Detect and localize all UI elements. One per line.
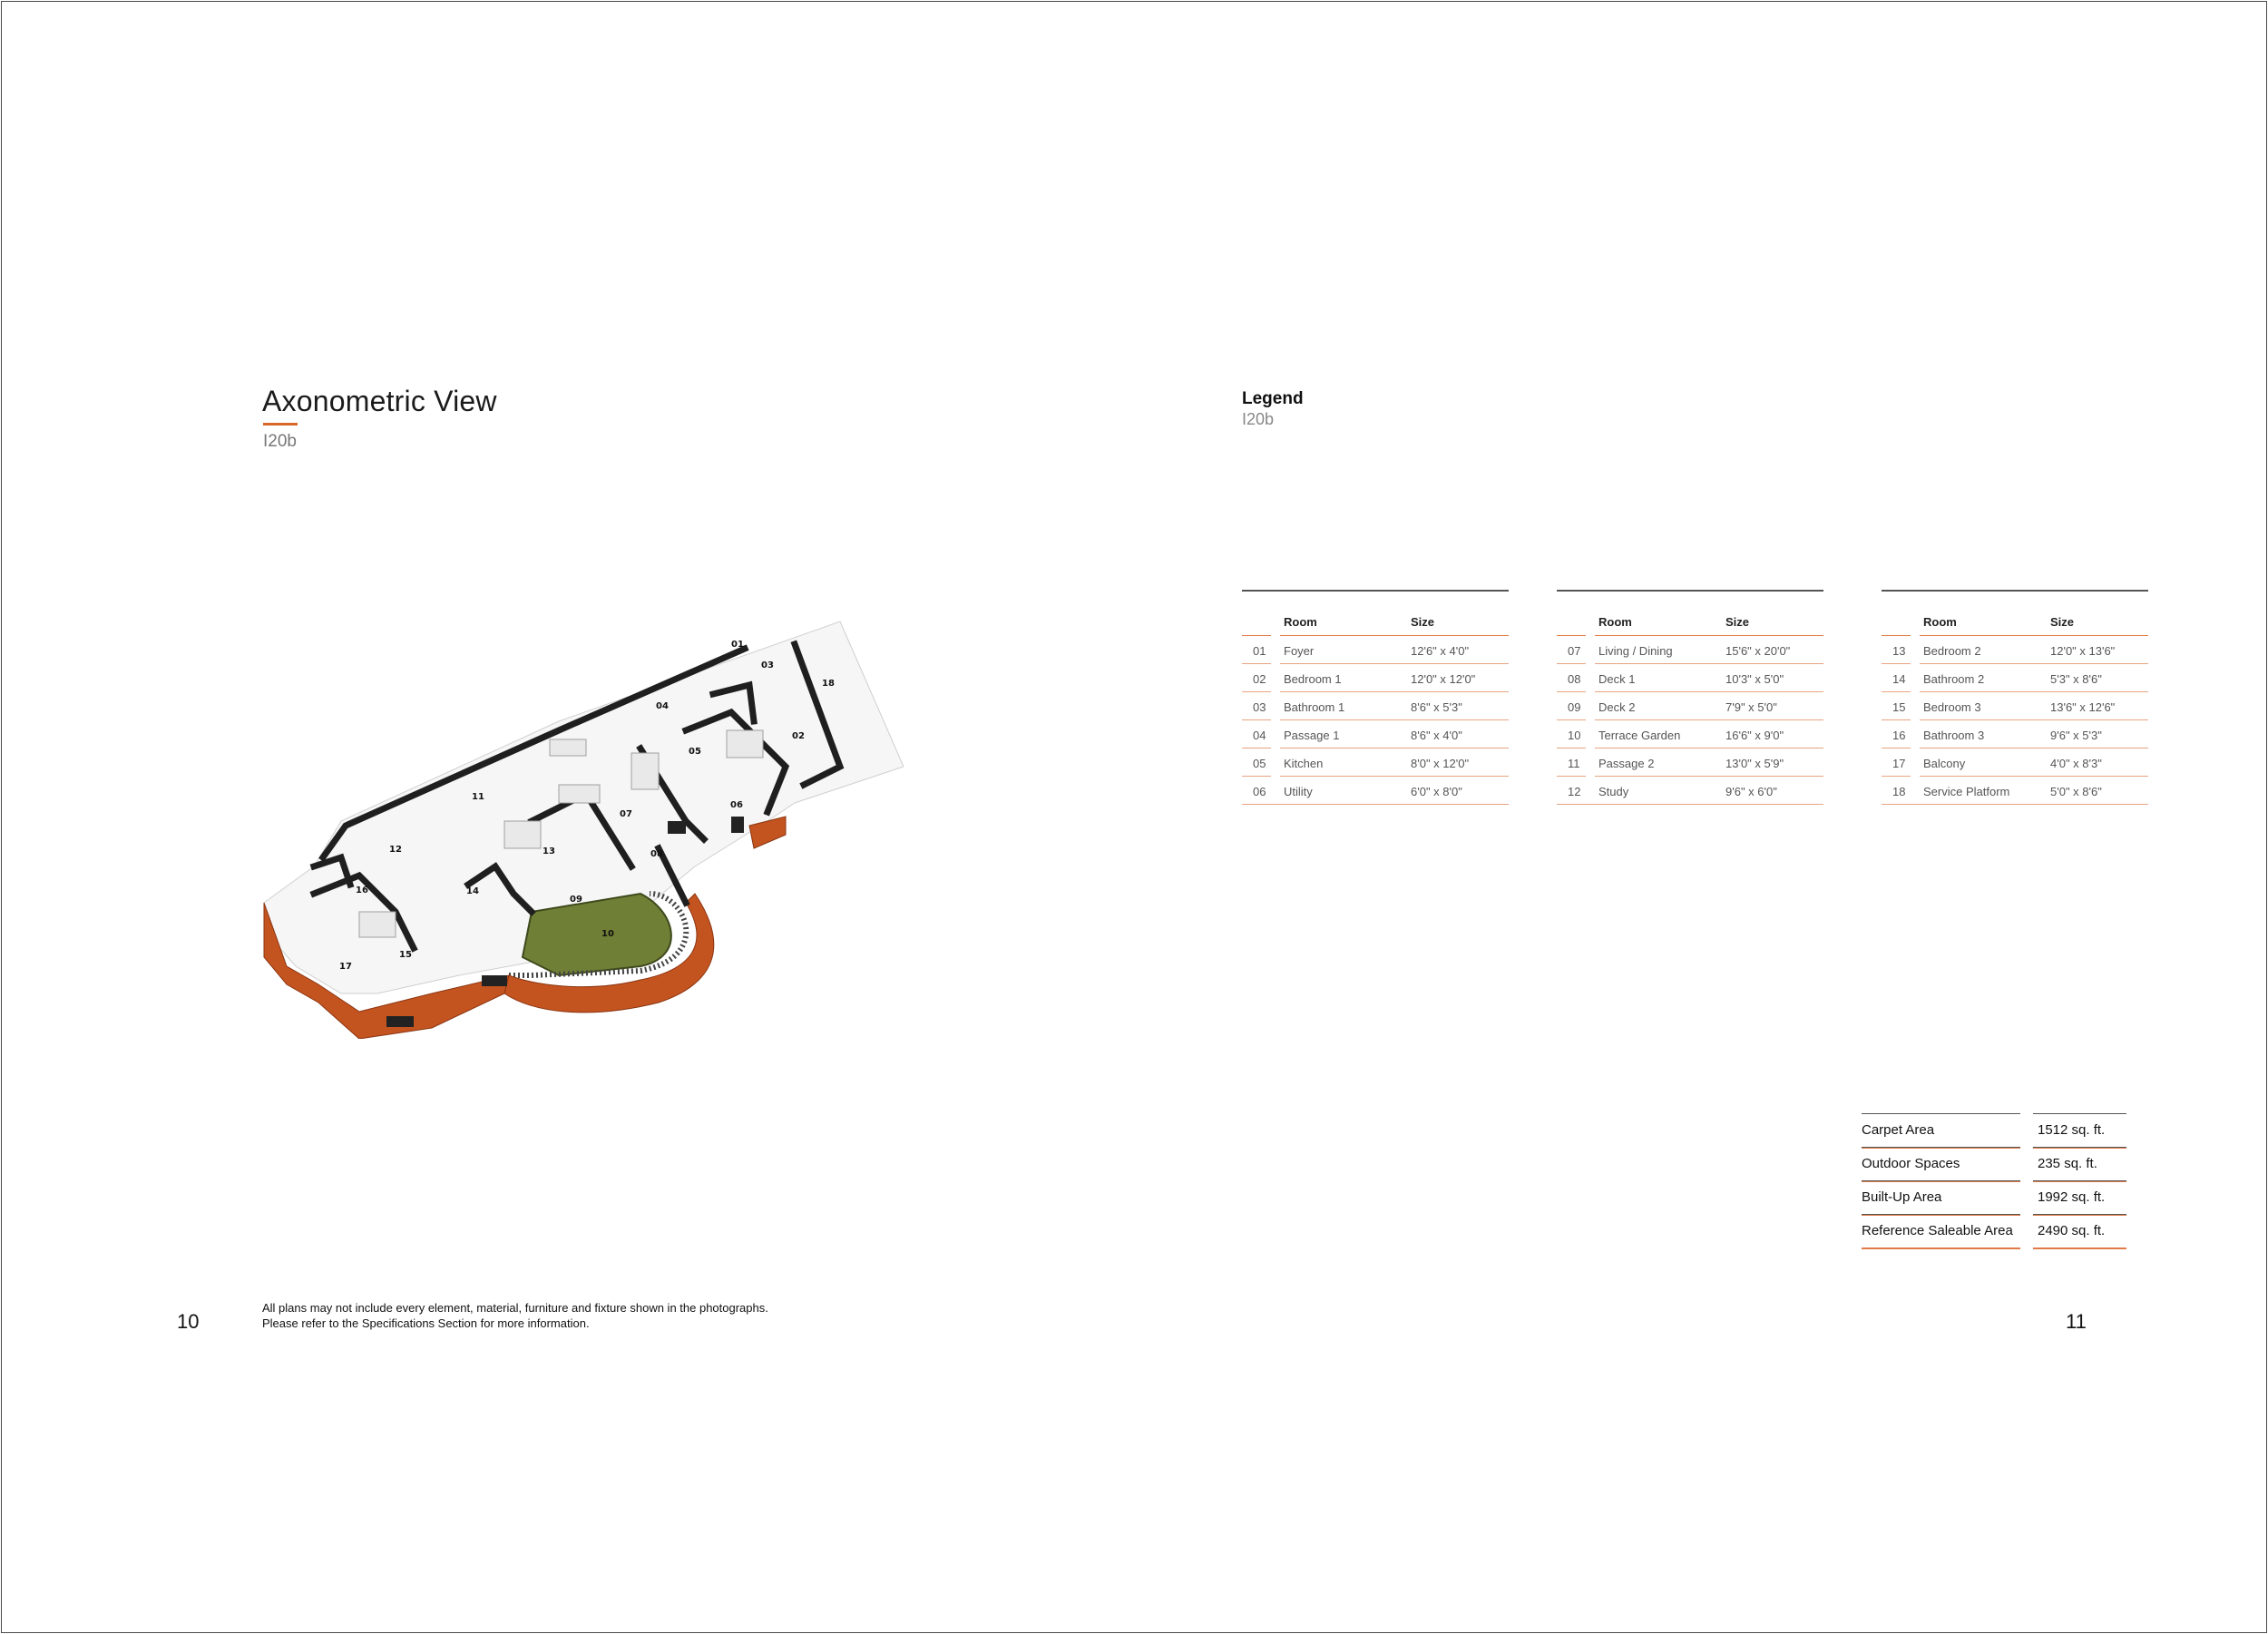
table-row [1242,692,1509,720]
column-2 [482,975,507,986]
room-size: 9'6" x 6'0" [1725,785,1777,798]
room-name: Foyer [1284,644,1315,658]
title-underline [263,423,298,426]
room-size: 16'6" x 9'0" [1725,729,1784,742]
column-gap [1586,635,1595,804]
header-size: Size [1411,615,1435,629]
area-label-cell [1862,1180,2020,1216]
room-table-1 [1242,590,1509,805]
header-size: Size [1725,615,1750,629]
room-name: Utility [1284,785,1313,798]
room-size: 6'0" x 8'0" [1411,785,1462,798]
area-value-cell [2033,1113,2126,1149]
table-row [1557,720,1823,749]
header-room: Room [1923,615,1957,629]
room-number: 14 [1892,672,1906,686]
room-table-2 [1557,590,1823,805]
legend-unit-code: I20b [1242,410,1275,428]
page-number-right: 11 [2066,1310,2087,1333]
room-number: 03 [1253,700,1266,714]
room-number: 18 [1892,785,1906,798]
room-number: 11 [1568,757,1580,770]
table-row [1882,777,2148,805]
column-3 [668,821,686,834]
plan-label-09: 09 [570,895,582,905]
area-value: 1992 sq. ft. [2038,1189,2106,1205]
disclaimer-line-2: Please refer to the Specifications Section for more information. [262,1316,590,1330]
room-name: Bedroom 3 [1923,700,1981,714]
area-value: 235 sq. ft. [2038,1156,2097,1171]
room-name: Deck 1 [1598,672,1636,686]
plan-label-03: 03 [761,660,774,670]
table-row [1882,664,2148,692]
room-name: Deck 2 [1598,700,1636,714]
plan-label-18: 18 [822,679,835,689]
room-size: 7'9" x 5'0" [1725,700,1777,714]
area-row [1862,1113,2126,1146]
room-number: 13 [1892,644,1906,658]
room-size: 13'6" x 12'6" [2050,700,2116,714]
plan-label-11: 11 [472,792,484,802]
column-1 [386,1016,414,1027]
room-number: 05 [1253,757,1266,770]
table-row [1557,777,1823,805]
room-size: 8'6" x 4'0" [1411,729,1462,742]
plan-label-08: 08 [650,849,663,859]
room-size: 8'6" x 5'3" [1411,700,1462,714]
room-size: 9'6" x 5'3" [2050,729,2102,742]
room-number: 02 [1253,672,1266,686]
plan-label-05: 05 [689,747,701,757]
plan-label-16: 16 [356,885,368,895]
bed-bedroom1 [727,730,763,758]
plan-label-01: 01 [731,640,744,650]
room-number: 04 [1253,729,1266,742]
room-size: 8'0" x 12'0" [1411,757,1470,770]
room-size: 13'0" x 5'9" [1725,757,1784,770]
table-row [1882,636,2148,664]
page-title: Axonometric View [262,385,497,417]
room-size: 12'6" x 4'0" [1411,644,1470,658]
room-number: 08 [1568,672,1581,686]
table-header [1882,592,2148,636]
room-name: Terrace Garden [1598,729,1681,742]
table-row [1242,749,1509,777]
area-value: 2490 sq. ft. [2038,1223,2106,1238]
plan-label-13: 13 [543,846,555,856]
plan-label-02: 02 [792,731,805,741]
room-name: Bathroom 2 [1923,672,1985,686]
disclaimer [262,1300,768,1331]
area-value-cell [2033,1147,2126,1182]
area-label-cell [1862,1147,2020,1182]
room-number: 17 [1892,757,1906,770]
header-size: Size [2050,615,2075,629]
area-row [1862,1214,2126,1247]
area-value: 1512 sq. ft. [2038,1122,2106,1138]
room-size: 15'6" x 20'0" [1725,644,1791,658]
room-name: Study [1598,785,1629,798]
area-label: Reference Saleable Area [1862,1223,2013,1238]
table-row [1242,636,1509,664]
bed-bedroom3 [359,912,396,937]
header-room: Room [1284,615,1317,629]
room-number: 12 [1568,785,1581,798]
area-row [1862,1147,2126,1179]
area-label-cell [1862,1214,2020,1249]
room-name: Passage 1 [1284,729,1340,742]
table-row [1882,692,2148,720]
room-size: 12'0" x 12'0" [1411,672,1476,686]
area-label-cell [1862,1113,2020,1149]
area-label: Built-Up Area [1862,1189,1942,1205]
table-row [1557,636,1823,664]
header-room: Room [1598,615,1632,629]
unit-code: I20b [263,432,297,451]
plan-label-17: 17 [339,962,352,972]
room-size: 5'3" x 8'6" [2050,672,2102,686]
room-number: 09 [1568,700,1581,714]
sofa [559,785,600,803]
room-size: 5'0" x 8'6" [2050,785,2102,798]
room-number: 10 [1568,729,1581,742]
page-number-left: 10 [177,1310,200,1333]
plan-label-10: 10 [601,929,614,939]
area-value-cell [2033,1214,2126,1249]
room-size: 10'3" x 5'0" [1725,672,1784,686]
kitchen-counter [631,753,659,789]
room-name: Living / Dining [1598,644,1673,658]
room-name: Balcony [1923,757,1966,770]
bed-bedroom2 [504,821,541,848]
axonometric-floor-plan [259,594,904,1039]
dining-table [550,739,586,756]
room-name: Kitchen [1284,757,1324,770]
area-label: Carpet Area [1862,1122,1935,1138]
column-4 [731,817,744,833]
room-size: 12'0" x 13'6" [2050,644,2116,658]
area-label: Outdoor Spaces [1862,1156,1960,1171]
room-name: Passage 2 [1598,757,1655,770]
room-number: 06 [1253,785,1266,798]
room-number: 01 [1253,644,1266,658]
room-table-3 [1882,590,2148,805]
table-row [1557,749,1823,777]
room-name: Service Platform [1923,785,2010,798]
room-number: 07 [1568,644,1581,658]
table-header [1557,592,1823,636]
table-row [1242,777,1509,805]
room-name: Bathroom 1 [1284,700,1345,714]
room-name: Bedroom 1 [1284,672,1342,686]
table-row [1557,664,1823,692]
plan-label-14: 14 [466,886,479,896]
plan-label-15: 15 [399,950,412,960]
room-name: Bathroom 3 [1923,729,1985,742]
plan-label-04: 04 [656,701,669,711]
area-value-cell [2033,1180,2126,1216]
room-number: 16 [1892,729,1906,742]
table-row [1242,720,1509,749]
table-row [1882,749,2148,777]
plan-label-12: 12 [389,845,402,855]
legend-title: Legend [1242,389,1304,408]
room-name: Bedroom 2 [1923,644,1981,658]
table-row [1557,692,1823,720]
room-number: 15 [1892,700,1906,714]
table-row [1882,720,2148,749]
table-row [1242,664,1509,692]
disclaimer-line-1: All plans may not include every element, material, furniture and fixture shown in the photographs. [262,1301,768,1315]
column-gap [1271,635,1280,804]
room-size: 4'0" x 8'3" [2050,757,2102,770]
plan-label-07: 07 [620,809,632,819]
column-gap [1911,635,1920,804]
area-row [1862,1180,2126,1213]
plan-label-06: 06 [730,800,743,810]
table-header [1242,592,1509,636]
